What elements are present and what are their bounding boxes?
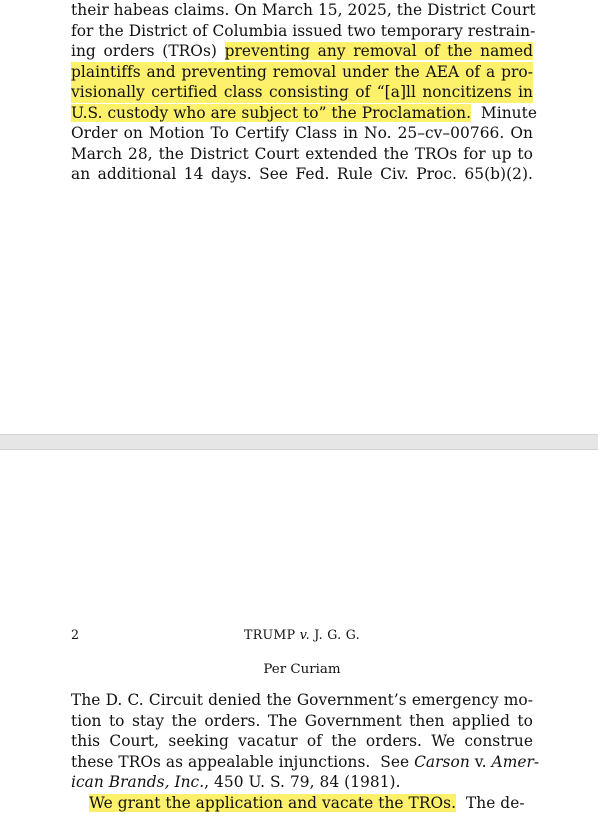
text-line: an additional 14 days. See Fed. Rule Civ. Proc. 65(b)(2). <box>71 165 533 183</box>
per-curiam-label: Per Curiam <box>263 662 341 677</box>
page-separator <box>0 434 598 450</box>
text-line: March 28, the District Court extended the TROs for up to <box>71 144 533 163</box>
case-title: TRUMP v. J. G. G. <box>244 627 360 642</box>
text-line: their habeas claims. On March 15, 2025, the District Court <box>71 1 536 19</box>
highlight: U.S. custody who are subject to” the Proclamation. <box>71 103 472 122</box>
highlight: preventing any removal of the named <box>224 42 534 60</box>
page-number: 2 <box>71 627 80 642</box>
text-line: U.S. custody who are subject to” the Proclamation. Minute <box>71 103 538 122</box>
text-line: this Court, seeking vacatur of the orders. We construe <box>71 732 533 750</box>
text-line-highlighted: visionally certified class consisting of “[a]ll noncitizens in <box>71 83 533 101</box>
page-2-text <box>71 690 540 813</box>
text-line: ican Brands, Inc., 450 U. S. 79, 84 (1981). <box>71 773 401 791</box>
text-line-highlighted: plaintiffs and preventing removal under the AEA of a pro- <box>71 62 533 81</box>
text-line: these TROs as appealable injunctions. See Carson v. Amer- <box>71 752 540 771</box>
page-1-text <box>71 0 538 185</box>
text-line: tion to stay the orders. The Government then applied to <box>71 711 533 730</box>
text-line: ing orders (TROs) preventing any removal of the named <box>71 42 534 60</box>
text-line: for the District of Columbia issued two temporary restrain- <box>71 21 536 40</box>
text-line: Order on Motion To Certify Class in No. 25–cv–00766. On <box>71 124 533 142</box>
text-line: We grant the application and vacate the TROs. The de- <box>89 793 525 812</box>
text-line: The D. C. Circuit denied the Government’s emergency mo- <box>71 691 533 709</box>
highlight: We grant the application and vacate the TROs. <box>89 793 457 812</box>
